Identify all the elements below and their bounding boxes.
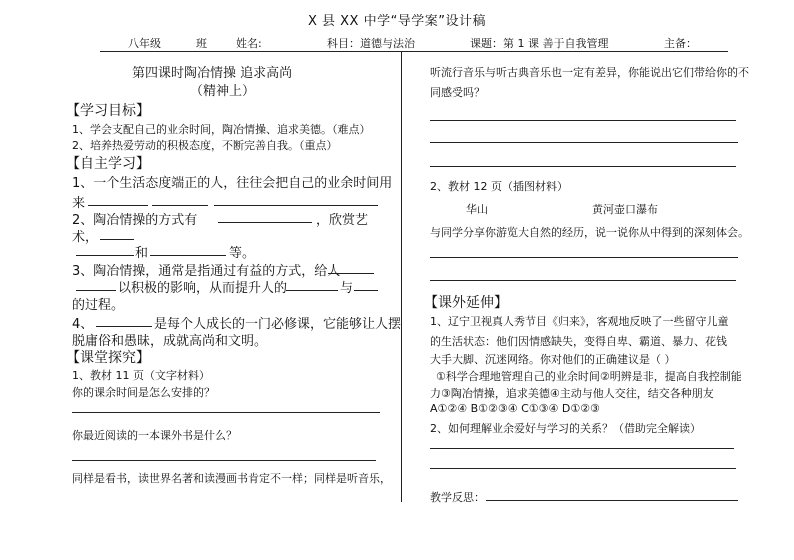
question-time: 你的课余时间是怎么安排的？ <box>72 386 215 399</box>
goals-heading: 【学习目标】 <box>66 103 150 119</box>
blank[interactable] <box>354 290 378 291</box>
ext-q1-line1: 1、辽宁卫视真人秀节目《归来》，客观地反映了一些留守儿童 <box>430 315 729 328</box>
blank[interactable] <box>96 326 152 327</box>
answer-line[interactable] <box>430 142 738 143</box>
answer-line[interactable] <box>430 280 736 281</box>
answer-choices: A①②④ B①②③④ C①③④ D①②③ <box>430 402 600 415</box>
picture-caption-waterfall: 黄河壶口瀑布 <box>592 203 658 216</box>
q2-line2: 术， <box>72 230 99 245</box>
music-line2: 同感受吗？ <box>430 86 485 99</box>
answer-line[interactable] <box>430 448 734 449</box>
blank[interactable] <box>88 205 148 206</box>
blank[interactable] <box>76 255 134 256</box>
goal-item-1: 1、学会支配自己的业余时间，陶冶情操、追求美德。（难点） <box>72 123 371 136</box>
explore-item1: 1、教材 11 页（文字材料） <box>72 369 210 382</box>
music-line1: 听流行音乐与听古典音乐也一定有差异，你能说出它们带给你的不 <box>430 66 749 79</box>
lesson-title: 第四课时陶冶情操 追求高尚 <box>132 66 293 81</box>
lesson-subtitle: （精神上） <box>190 84 256 99</box>
q2-line1: 2、陶冶情操的方式有 <box>72 213 198 228</box>
blank[interactable] <box>214 205 378 206</box>
goal-item-2: 2、培养热爱劳动的积极态度，不断完善自我。（重点） <box>72 139 338 152</box>
blank[interactable] <box>100 239 134 240</box>
blank[interactable] <box>328 273 374 274</box>
reflection-label: 教学反思： <box>430 491 485 504</box>
q3-line1: 3、陶冶情操，通常是指通过有益的方式，给人 <box>72 264 341 279</box>
q4-line1: 是每个人成长的一门必修课，它能够让人摆 <box>154 317 402 332</box>
answer-line[interactable] <box>430 120 736 121</box>
editor-label: 主备： <box>664 37 697 50</box>
blank[interactable] <box>150 255 226 256</box>
extend-heading: 【课外延伸】 <box>424 295 508 311</box>
explore-note: 同样是看书，读世界名著和读漫画书肯定不一样；同样是听音乐， <box>72 472 391 485</box>
answer-line[interactable] <box>430 257 738 258</box>
item2: 2、教材 12 页（插图材料） <box>430 180 568 193</box>
header-divider <box>100 51 728 52</box>
answer-line[interactable] <box>430 468 736 469</box>
q4-prefix: 4、 <box>72 317 94 332</box>
q1-line1: 1、一个生活态度端正的人，往往会把自己的业余时间用 <box>72 176 393 191</box>
ext-q1-line2: 的生活状态：他们因情感缺失，变得自卑、霸道、暴力、花钱 <box>430 335 727 348</box>
share-prompt: 与同学分享你游览大自然的经历，说一说你从中得到的深刻体会。 <box>430 226 749 239</box>
q4-line2: 脱庸俗和愚昧，成就高尚和文明。 <box>72 334 268 349</box>
answer-line[interactable] <box>72 412 380 413</box>
ext-q2: 2、如何理解业余爱好与学习的关系？（借助完全解读） <box>430 422 701 435</box>
explore-heading: 【课堂探究】 <box>66 350 150 366</box>
blank[interactable] <box>76 290 116 291</box>
subject-label: 科目：道德与法治 <box>327 37 415 50</box>
picture-caption-huashan: 华山 <box>466 203 488 216</box>
q1-line2: 来 <box>72 196 86 211</box>
column-divider <box>401 52 402 502</box>
ext-options-line2: 力③陶冶情操，追求美德④主动与他人交往，结交各种朋友 <box>430 387 714 400</box>
reflection-line[interactable] <box>486 500 738 501</box>
topic-label: 课题：第 1 课 善于自我管理 <box>470 37 609 50</box>
page-title: X 县 XX 中学“导学案”设计稿 <box>307 14 487 29</box>
blank[interactable] <box>286 290 338 291</box>
self-study-heading: 【自主学习】 <box>66 156 150 172</box>
answer-line[interactable] <box>430 166 736 167</box>
q3-line3: 的过程。 <box>72 298 125 313</box>
ext-q1-line3: 大手大脚、沉迷网络。你对他们的正确建议是（ ） <box>430 353 676 366</box>
class-label: 班 <box>196 37 207 50</box>
answer-line[interactable] <box>72 460 376 461</box>
q3-line2: 以积极的影响，从而提升人的 <box>118 281 288 296</box>
question-book: 你最近阅读的一本课外书是什么？ <box>72 429 237 442</box>
blank[interactable] <box>218 222 312 223</box>
q2-and: 和 <box>135 246 149 261</box>
q2-end: 等。 <box>229 246 256 261</box>
grade-label: 八年级 <box>128 37 161 50</box>
name-label: 姓名: <box>236 37 262 50</box>
ext-options-line1: ①科学合理地管理自己的业余时间②明辨是非，提高自我控制能 <box>436 370 742 383</box>
blank[interactable] <box>152 205 208 206</box>
q2-mid: ，欣赏艺 <box>316 213 369 228</box>
q3-and: 与 <box>340 281 354 296</box>
